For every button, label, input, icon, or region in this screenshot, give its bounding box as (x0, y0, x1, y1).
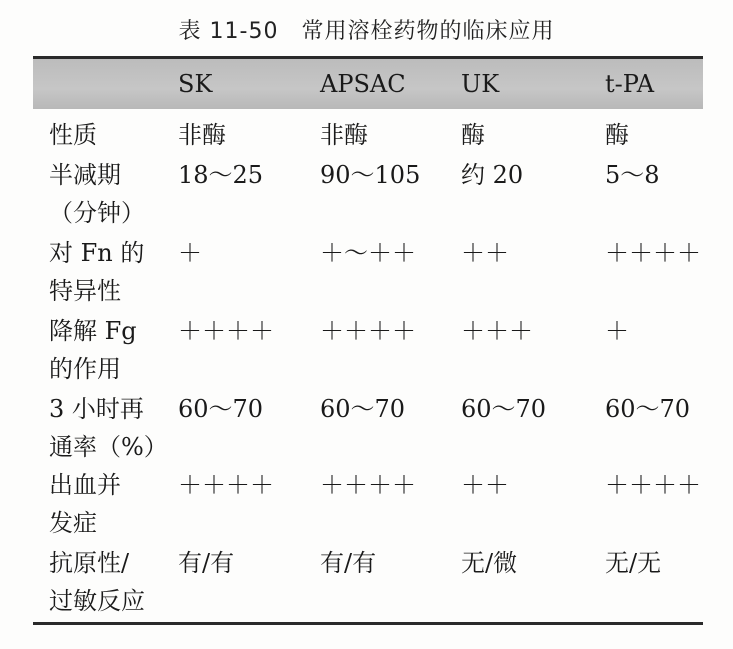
cell-half-life-apsac: 90～105 (320, 161, 421, 189)
cell-antigenicity-uk: 无/微 (461, 549, 518, 577)
cell-bleeding-sk: ＋＋＋＋ (178, 471, 274, 499)
column-header-apsac: APSAC (320, 70, 406, 98)
cell-nature-sk: 非酶 (178, 121, 226, 149)
cell-nature-uk: 酶 (461, 121, 485, 149)
cell-bleeding-uk: ＋＋ (461, 471, 509, 499)
row-label-bleeding-line2: 发症 (49, 509, 97, 537)
cell-fn-specificity-sk: ＋ (178, 239, 202, 267)
row-label-antigenicity: 抗原性/ (49, 549, 130, 577)
column-header-sk: SK (178, 70, 213, 98)
cell-fg-degradation-tpa: ＋ (605, 317, 629, 345)
row-label-fg-degradation-line2: 的作用 (49, 355, 121, 383)
row-label-recanalization: 3 小时再 (49, 395, 144, 423)
row-label-nature: 性质 (49, 121, 97, 149)
row-label-half-life: 半减期 (49, 161, 121, 189)
column-header-uk: UK (461, 70, 500, 98)
cell-fn-specificity-tpa: ＋＋＋＋ (605, 239, 701, 267)
cell-fn-specificity-uk: ＋＋ (461, 239, 509, 267)
cell-recanalization-apsac: 60～70 (320, 395, 406, 423)
cell-antigenicity-apsac: 有/有 (320, 549, 377, 577)
row-label-fn-specificity: 对 Fn 的 (49, 239, 145, 267)
cell-antigenicity-sk: 有/有 (178, 549, 235, 577)
cell-fg-degradation-uk: ＋＋＋ (461, 317, 533, 345)
cell-bleeding-tpa: ＋＋＋＋ (605, 471, 701, 499)
cell-half-life-uk: 约 20 (461, 161, 524, 189)
row-label-antigenicity-line2: 过敏反应 (49, 587, 145, 615)
row-label-recanalization-line2: 通率（%） (49, 433, 168, 461)
cell-half-life-sk: 18～25 (178, 161, 264, 189)
cell-antigenicity-tpa: 无/无 (605, 549, 662, 577)
cell-recanalization-tpa: 60～70 (605, 395, 691, 423)
cell-fn-specificity-apsac: ＋～＋＋ (320, 239, 416, 267)
cell-recanalization-sk: 60～70 (178, 395, 264, 423)
column-header-tpa: t-PA (605, 70, 655, 98)
cell-half-life-tpa: 5～8 (605, 161, 660, 189)
row-label-fn-specificity-line2: 特异性 (49, 277, 121, 305)
cell-nature-apsac: 非酶 (320, 121, 368, 149)
cell-bleeding-apsac: ＋＋＋＋ (320, 471, 416, 499)
cell-recanalization-uk: 60～70 (461, 395, 547, 423)
cell-nature-tpa: 酶 (605, 121, 629, 149)
row-label-half-life-unit: （分钟） (49, 199, 145, 227)
row-label-bleeding: 出血并 (49, 471, 121, 499)
cell-fg-degradation-sk: ＋＋＋＋ (178, 317, 274, 345)
row-label-fg-degradation: 降解 Fg (49, 317, 137, 345)
table-bottom-rule (33, 622, 703, 625)
table-title: 表 11-50 常用溶栓药物的临床应用 (178, 19, 555, 44)
cell-fg-degradation-apsac: ＋＋＋＋ (320, 317, 416, 345)
